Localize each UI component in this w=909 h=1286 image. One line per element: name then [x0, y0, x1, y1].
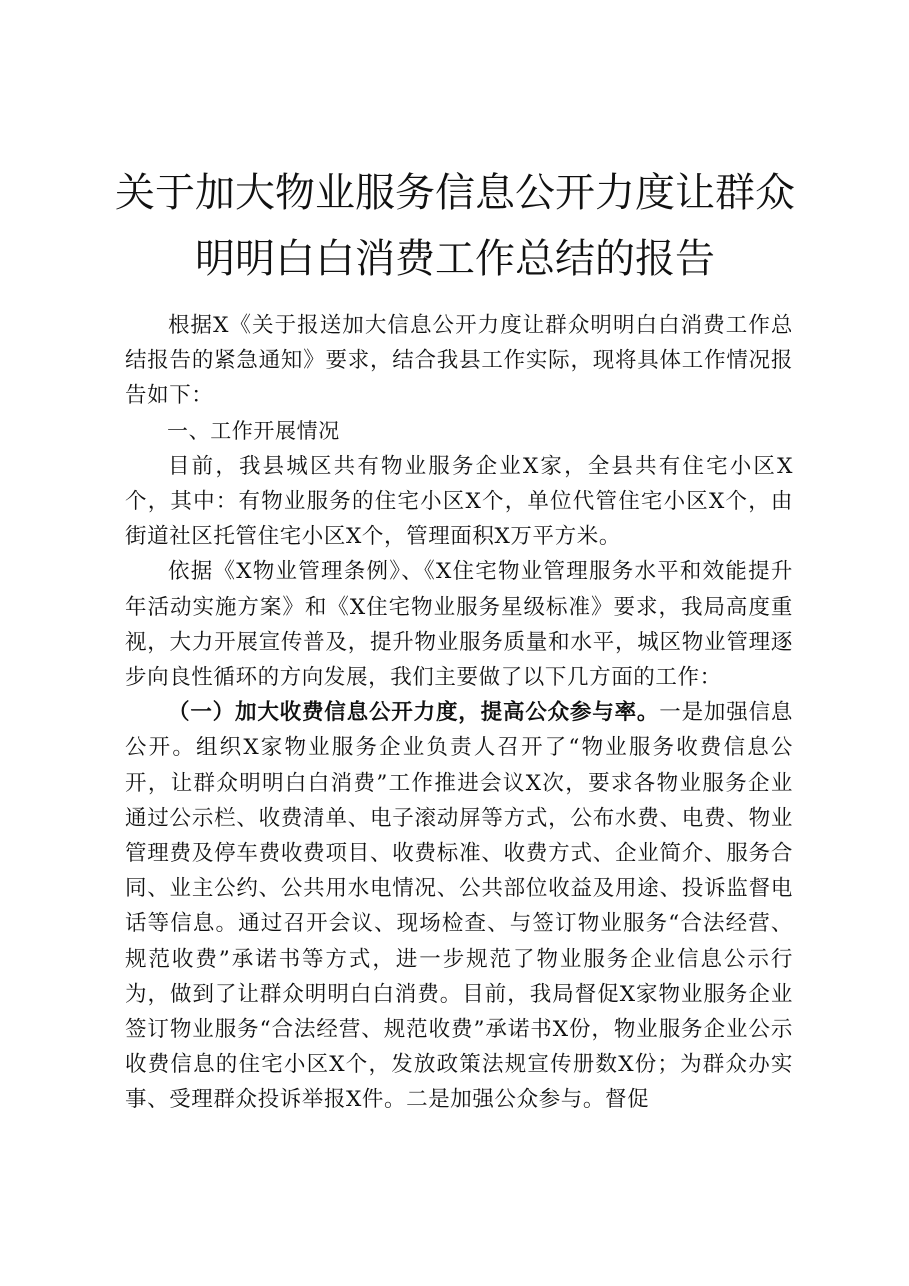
paragraph-1: 目前，我县城区共有物业服务企业X家，全县共有住宅小区X个，其中：有物业服务的住宅小区X个，单位代管住宅小区X个，由街道社区托管住宅小区X个，管理面积X万平方米。 [125, 453, 793, 550]
intro-paragraph: 根据X《关于报送加大信息公开力度让群众明明白白消费工作总结报告的紧急通知》要求，结合我县工作实际，现将具体工作情况报告如下： [125, 313, 793, 409]
document-body [125, 308, 793, 1118]
subsection-body-1: 一是加强信息公开。组织X家物业服务企业负责人召开了“物业服务收费信息公开，让群众明明白白消费”工作推进会议X次，要求各物业服务企业通过公示栏、收费清单、电子滚动屏等方式，公布水费、电费、物业管理费及停车费收费项目、收费标准、收费方式、企业简介、服务合同、业主公约、公共用水电情况、公共部位收益及用途、投诉监督电话等信息。通过召开会议、现场检查、与签订物业服务“合法经营、规范收费”承诺书等方式，进一步规范了物业服务企业信息公示行为，做到了让群众明明白白消费。目前，我局督促X家物业服务企业签订物业服务“合法经营、规范收费”承诺书X份，物业服务企业公示收费信息的住宅小区X个，发放政策法规宣传册数X份；为群众办实事、受理群众投诉举报X件。二是加强公众参与。督促 [125, 700, 793, 1113]
document-title: 关于加大物业服务信息公开力度让群众明明白白消费工作总结的报告 [115, 170, 795, 282]
subsection-heading-1: （一）加大收费信息公开力度，提高公众参与率。 [168, 700, 660, 726]
subsection-paragraph-1 [125, 695, 793, 1117]
section-heading-1: 一、工作开展情况 [167, 418, 340, 443]
paragraph-2: 依据《X物业管理条例》、《X住宅物业管理服务水平和效能提升年活动实施方案》和《X住宅物业服务星级标准》要求，我局高度重视，大力开展宣传普及，提升物业服务质量和水平，城区物业管理逐步向良性循环的方向发展，我们主要做了以下几方面的工作： [125, 559, 793, 691]
